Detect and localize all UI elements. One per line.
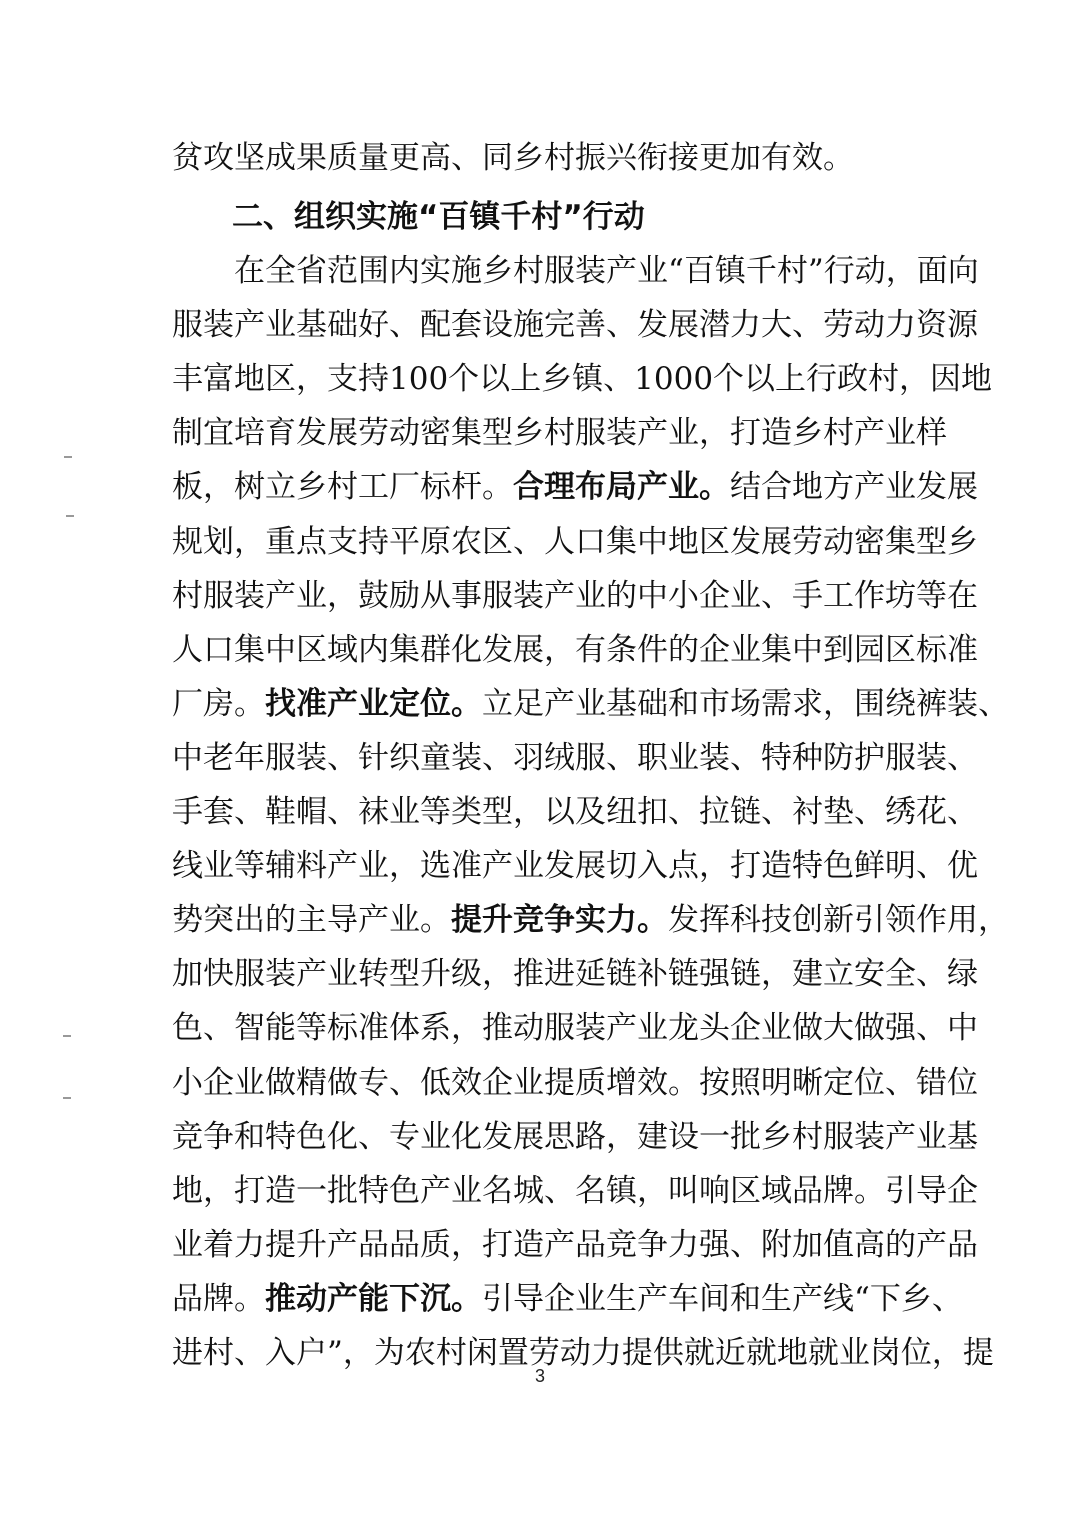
line-text: 发挥科技创新引领作用， [668, 902, 1009, 939]
bold-subheading: 合理布局产业。 [513, 469, 730, 506]
line-text: 结合地方产业发展 [730, 469, 978, 506]
scan-margin-mark [64, 456, 72, 458]
bold-subheading: 找准产业定位。 [265, 685, 482, 722]
line-text: 板，树立乡村工厂标杆。 [172, 469, 513, 506]
section-heading: 二、组织实施“百镇千村”行动 [232, 199, 645, 235]
page-number: 3 [534, 1366, 545, 1386]
scan-margin-mark [63, 1035, 71, 1037]
paragraph-line: 人口集中区域内集群化发展，有条件的企业集中到园区标准 [172, 631, 978, 668]
paragraph-line [172, 893, 1009, 947]
bold-subheading: 推动产能下沉。 [265, 1280, 482, 1317]
paragraph-line: 丰富地区，支持100个以上乡镇、1000个以上行政村，因地 [172, 361, 993, 398]
paragraph-line: 线业等辅料产业，选准产业发展切入点，打造特色鲜明、优 [172, 848, 978, 885]
paragraph-line: 竞争和特色化、专业化发展思路，建设一批乡村服装产业基 [172, 1118, 978, 1155]
paragraph-line: 手套、鞋帽、袜业等类型，以及纽扣、拉链、衬垫、绣花、 [172, 794, 978, 830]
paragraph-line: 中老年服装、针织童装、羽绒服、职业装、特种防护服装、 [172, 739, 978, 776]
line-text: 引导企业生产车间和生产线“下乡、 [482, 1280, 963, 1317]
lead-line: 贫攻坚成果质量更高、同乡村振兴衔接更加有效。 [172, 140, 854, 176]
scan-margin-mark [63, 1097, 71, 1099]
paragraph-line: 服装产业基础好、配套设施完善、发展潜力大、劳动力资源 [172, 307, 978, 344]
line-text: 品牌。 [172, 1280, 265, 1317]
paragraph-line [172, 677, 1009, 731]
paragraph-line: 在全省范围内实施乡村服装产业“百镇千村”行动，面向 [234, 253, 979, 289]
paragraph-line: 村服装产业，鼓励从事服装产业的中小企业、手工作坊等在 [172, 577, 978, 614]
paragraph-line: 业着力提升产品品质，打造产品竞争力强、附加值高的产品 [172, 1226, 978, 1263]
paragraph-line: 制宜培育发展劳动密集型乡村服装产业，打造乡村产业样 [172, 415, 947, 452]
paragraph-line [172, 1272, 963, 1326]
paragraph-line: 进村、入户”，为农村闲置劳动力提供就近就地就业岗位，提 [172, 1335, 994, 1371]
bold-subheading: 提升竞争实力。 [451, 902, 668, 939]
paragraph-line: 色、智能等标准体系，推动服装产业龙头企业做大做强、中 [172, 1010, 978, 1047]
paragraph-line [172, 460, 978, 514]
line-text: 势突出的主导产业。 [172, 902, 451, 939]
scan-margin-mark [66, 515, 74, 517]
line-text: 立足产业基础和市场需求，围绕裤装、 [482, 685, 1009, 722]
paragraph-line: 加快服装产业转型升级，推进延链补链强链，建立安全、绿 [172, 956, 978, 993]
paragraph-line: 小企业做精做专、低效企业提质增效。按照明晰定位、错位 [172, 1064, 978, 1101]
paragraph-line: 地，打造一批特色产业名城、名镇，叫响区域品牌。引导企 [172, 1172, 978, 1209]
paragraph-line: 规划，重点支持平原农区、人口集中地区发展劳动密集型乡 [172, 523, 978, 560]
line-text: 厂房。 [172, 685, 265, 722]
